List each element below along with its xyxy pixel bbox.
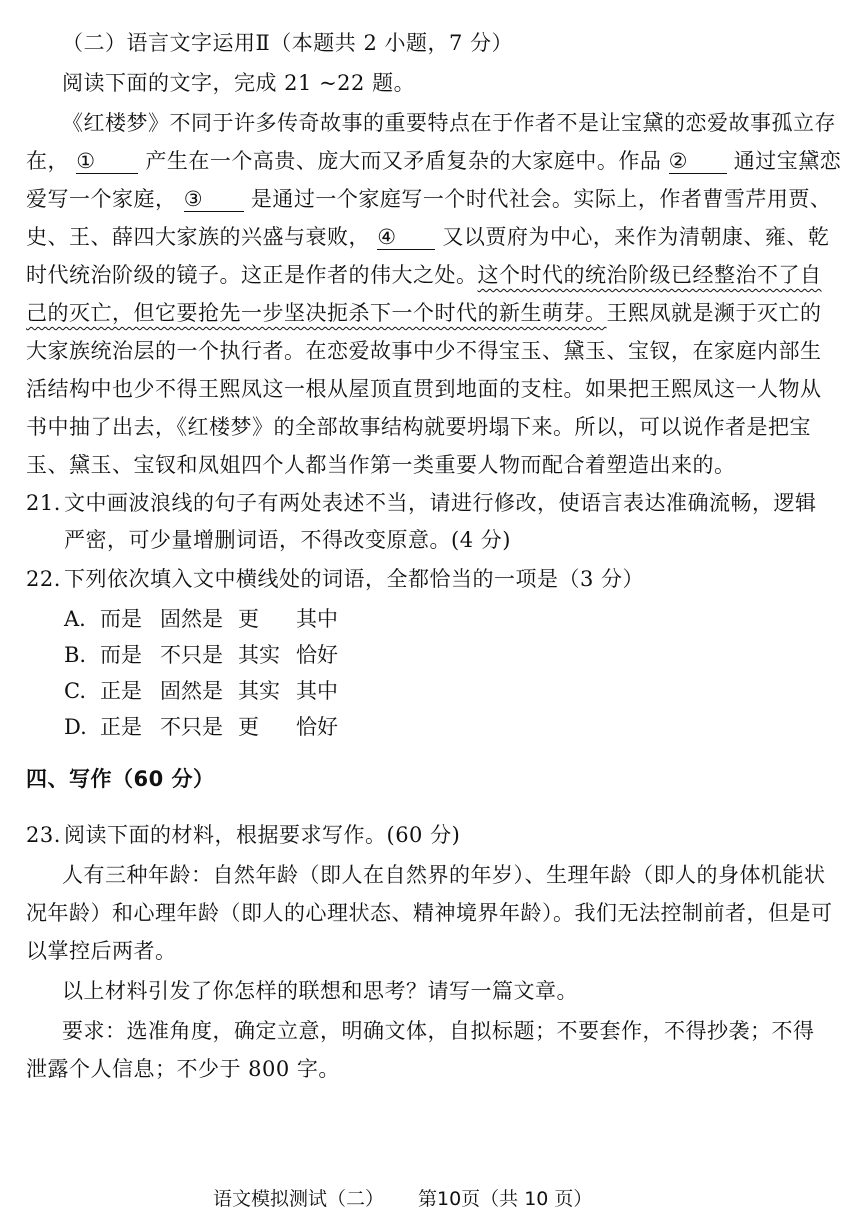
passage-line-4 [26,222,830,252]
option-word-4: 其中 [296,607,338,631]
passage-line-3 [26,184,832,214]
option-word-2: 不只是 [160,715,223,739]
option-label: A. [64,607,86,631]
option-word-3: 更 [238,715,259,739]
blank-1: ① [76,149,138,174]
option-word-3: 其实 [238,679,280,703]
passage-line-2 [26,146,841,176]
passage-text: 产生在一个高贵、庞大而又矛盾复杂的大家庭中。作品 [145,149,662,173]
option-word-2: 固然是 [160,679,223,703]
material-line-2: 况年龄）和心理年龄（即人的心理状态、精神境界年龄）。我们无法控制前者，但是可 [26,901,833,925]
material-line-1: 人有三种年龄：自然年龄（即人在自然界的年岁）、生理年龄（即人的身体机能状 [62,863,826,887]
question-21-line-2: 严密，可少量增删词语，不得改变原意。(4 分) [64,528,511,552]
wavy-underlined-sentence: 己的灭亡，但它要抢先一步坚决扼杀下一个时代的新生萌芽。 [26,301,607,325]
passage-line-9: 书中抽了出去，《红楼梦》的全部故事结构就要坍塌下来。所以，可以说作者是把宝 [26,415,811,439]
passage-text: 王熙凤就是濒于灭亡的 [606,301,822,325]
passage-line-8: 活结构中也少不得王熙凤这一根从屋顶直贯到地面的支柱。如果把王熙凤这一人物从 [26,377,822,401]
question-21-line-1: 文中画波浪线的句子有两处表述不当，请进行修改，使语言表达准确流畅，逻辑 [64,491,817,515]
passage-line-7: 大家族统治层的一个执行者。在恋爱故事中少不得宝玉、黛玉、宝钗，在家庭内部生 [26,339,822,363]
writing-prompt: 以上材料引发了你怎样的联想和思考？请写一篇文章。 [62,979,578,1003]
section-heading: （二）语言文字运用Ⅱ（本题共 2 小题，7 分） [62,31,514,55]
option-word-4: 其中 [296,679,338,703]
question-number-23: 23. [26,823,61,847]
option-word-4: 恰好 [296,643,338,667]
option-word-1: 正是 [100,679,142,703]
option-word-2: 不只是 [160,643,223,667]
passage-text: 时代统治阶级的镜子。这正是作者的伟大之处。 [26,263,478,287]
passage-line-10: 玉、黛玉、宝钗和凤姐四个人都当作第一类重要人物而配合着塑造出来的。 [26,453,736,477]
option-label: B. [64,643,87,667]
question-22-stem: 下列依次填入文中横线处的词语，全都恰当的一项是（3 分） [64,567,645,591]
material-line-3: 以掌控后两者。 [26,939,177,963]
question-number-22: 22. [26,567,61,591]
passage-line-5 [26,260,822,290]
option-word-3: 更 [238,607,259,631]
wavy-underlined-sentence: 这个时代的统治阶级已经整治不了自 [477,263,822,287]
passage-text: 又以贾府为中心，来作为清朝康、雍、乾 [442,225,830,249]
passage-text: 是通过一个家庭写一个时代社会。实际上，作者曹雪芹用贾、 [250,187,832,211]
blank-2: ② [669,149,727,174]
passage-text: 在， [26,149,69,173]
passage-text: 爱写一个家庭， [26,187,177,211]
option-label: D. [64,715,87,739]
passage-text: 通过宝黛恋 [733,149,841,173]
passage-text: 史、王、薛四大家族的兴盛与衰败， [26,225,370,249]
option-word-1: 而是 [100,607,142,631]
passage-line-6 [26,298,822,328]
requirements-line-2: 泄露个人信息；不少于 800 字。 [26,1057,340,1081]
writing-section-heading: 四、写作（60 分） [26,767,215,791]
blank-3: ③ [184,187,244,212]
option-word-1: 正是 [100,715,142,739]
passage-line-1: 《红楼梦》不同于许多传奇故事的重要特点在于作者不是让宝黛的恋爱故事孤立存 [62,111,836,135]
reading-instruction: 阅读下面的文字，完成 21 ~22 题。 [62,71,416,95]
question-23-stem: 阅读下面的材料，根据要求写作。(60 分) [64,823,461,847]
question-number-21: 21. [26,491,61,515]
option-word-1: 而是 [100,643,142,667]
blank-4: ④ [377,225,435,250]
option-word-2: 固然是 [160,607,223,631]
option-word-3: 其实 [238,643,280,667]
footer-subject: 语文模拟测试（二） [213,1188,385,1210]
option-label: C. [64,679,86,703]
requirements-line-1: 要求：选准角度，确定立意，明确文体，自拟标题；不要套作，不得抄袭；不得 [62,1019,815,1043]
option-word-4: 恰好 [296,715,338,739]
footer-page-number: 第10页（共 10 页） [418,1188,593,1210]
